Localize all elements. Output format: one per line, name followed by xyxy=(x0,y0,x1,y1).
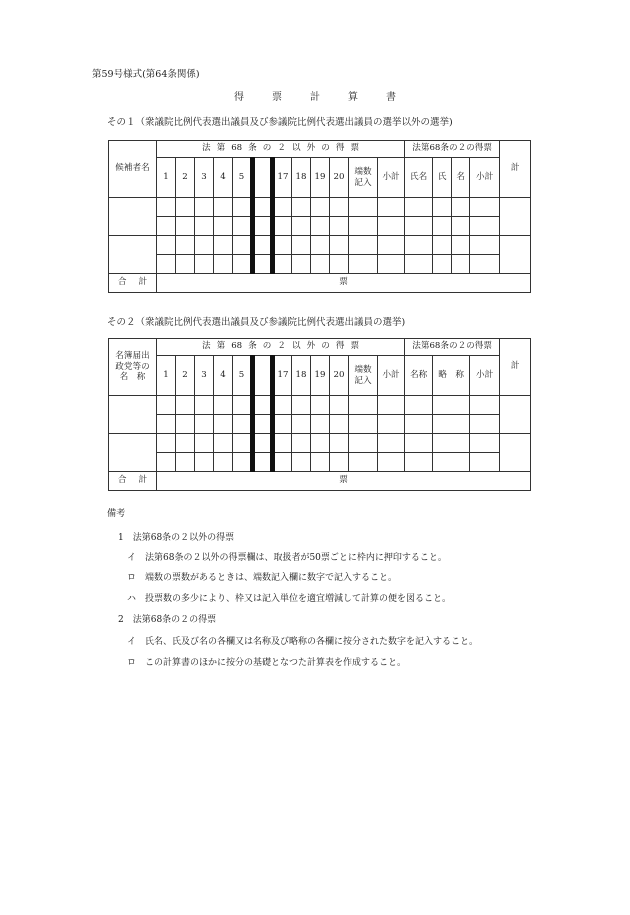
surname-header: 氏 xyxy=(433,158,452,198)
total-header: 計 xyxy=(500,141,531,198)
subtotal-b-header: 小計 xyxy=(470,158,500,198)
remark-item: ロ この計算書のほかに按分の基礎となつた計算表を作成すること。 xyxy=(127,658,407,668)
title-char: 票 xyxy=(272,92,282,103)
remark-item: ロ 端数の票数があるときは、端数記入欄に数字で記入すること。 xyxy=(127,573,398,583)
section1-title: その１（衆議院比例代表選出議員及び参議院比例代表選出議員の選挙以外の選挙) xyxy=(107,117,453,128)
col-20: 20 xyxy=(330,158,349,198)
remark-item: イ 氏名、氏及び名の各欄又は名称及び略称の各欄に按分された数字を記入すること。 xyxy=(127,637,479,647)
table-row xyxy=(109,236,531,255)
non-68-2-votes-header: 法 第 68 条 の ２ 以 外 の 得 票 xyxy=(157,141,405,158)
sum-label: 合 計 xyxy=(109,472,157,491)
table-row xyxy=(109,396,531,415)
68-2-votes-header: 法第68条の２の得票 xyxy=(405,339,500,356)
col-1: 1 xyxy=(157,158,176,198)
total-header: 計 xyxy=(500,339,531,396)
col-2: 2 xyxy=(176,158,195,198)
name-cell xyxy=(109,236,157,274)
col-17: 17 xyxy=(273,158,292,198)
col-4: 4 xyxy=(214,356,233,396)
name-cell xyxy=(109,198,157,236)
fraction-header: 端数 記入 xyxy=(349,158,378,198)
table-row xyxy=(109,198,531,217)
remark-item: ハ 投票数の多少により、枠又は記入単位を適宜増減して計算の便を図ること。 xyxy=(127,594,452,604)
gap-column xyxy=(253,158,273,198)
name-cell xyxy=(109,396,157,434)
fullname-header: 氏名 xyxy=(405,158,433,198)
table-row xyxy=(109,434,531,453)
col-19: 19 xyxy=(311,356,330,396)
title-char: 得 xyxy=(234,92,244,103)
col-19: 19 xyxy=(311,158,330,198)
remark-item: 1 法第68条の２以外の得票 xyxy=(118,533,235,543)
table-row xyxy=(109,453,531,472)
col-20: 20 xyxy=(330,356,349,396)
col-3: 3 xyxy=(195,158,214,198)
table-row xyxy=(109,217,531,236)
candidate-name-header: 候補者名 xyxy=(109,141,157,198)
gap-column xyxy=(253,356,273,396)
col-5: 5 xyxy=(233,356,253,396)
col-4: 4 xyxy=(214,158,233,198)
sum-row xyxy=(109,472,531,491)
col-5: 5 xyxy=(233,158,253,198)
sum-label: 合 計 xyxy=(109,274,157,293)
form-number: 第59号様式(第64条関係) xyxy=(92,69,200,80)
abbrev-header: 略 称 xyxy=(433,356,470,396)
subtotal-b-header: 小計 xyxy=(470,356,500,396)
given-name-header: 名 xyxy=(452,158,470,198)
section1-table xyxy=(108,140,531,293)
table-row xyxy=(109,255,531,274)
remark-item: イ 法第68条の２以外の得票欄は、取扱者が50票ごとに枠内に押印すること。 xyxy=(127,553,447,563)
col-2: 2 xyxy=(176,356,195,396)
title-char: 算 xyxy=(348,92,358,103)
name-cell xyxy=(109,434,157,472)
fraction-header: 端数 記入 xyxy=(349,356,378,396)
col-18: 18 xyxy=(292,158,311,198)
col-1: 1 xyxy=(157,356,176,396)
non-68-2-votes-header: 法 第 68 条 の ２ 以 外 の 得 票 xyxy=(157,339,405,356)
table-row xyxy=(109,415,531,434)
col-3: 3 xyxy=(195,356,214,396)
sum-unit: 票 xyxy=(157,274,531,293)
sum-unit: 票 xyxy=(157,472,531,491)
section2-title: その２（衆議院比例代表選出議員及び参議院比例代表選出議員の選挙) xyxy=(107,317,406,328)
section2-table xyxy=(108,338,531,491)
remark-item: 2 法第68条の２の得票 xyxy=(118,615,217,625)
68-2-votes-header: 法第68条の２の得票 xyxy=(405,141,500,158)
sum-row xyxy=(109,274,531,293)
document-title xyxy=(0,88,630,103)
col-17: 17 xyxy=(273,356,292,396)
title-char: 計 xyxy=(310,92,320,103)
col-18: 18 xyxy=(292,356,311,396)
subtotal-header: 小計 xyxy=(378,158,405,198)
party-name-header: 名簿届出 政党等の 名 称 xyxy=(109,339,157,396)
party-name-b-header: 名称 xyxy=(405,356,433,396)
title-char: 書 xyxy=(386,92,396,103)
subtotal-header: 小計 xyxy=(378,356,405,396)
remarks-heading: 備考 xyxy=(107,508,126,519)
